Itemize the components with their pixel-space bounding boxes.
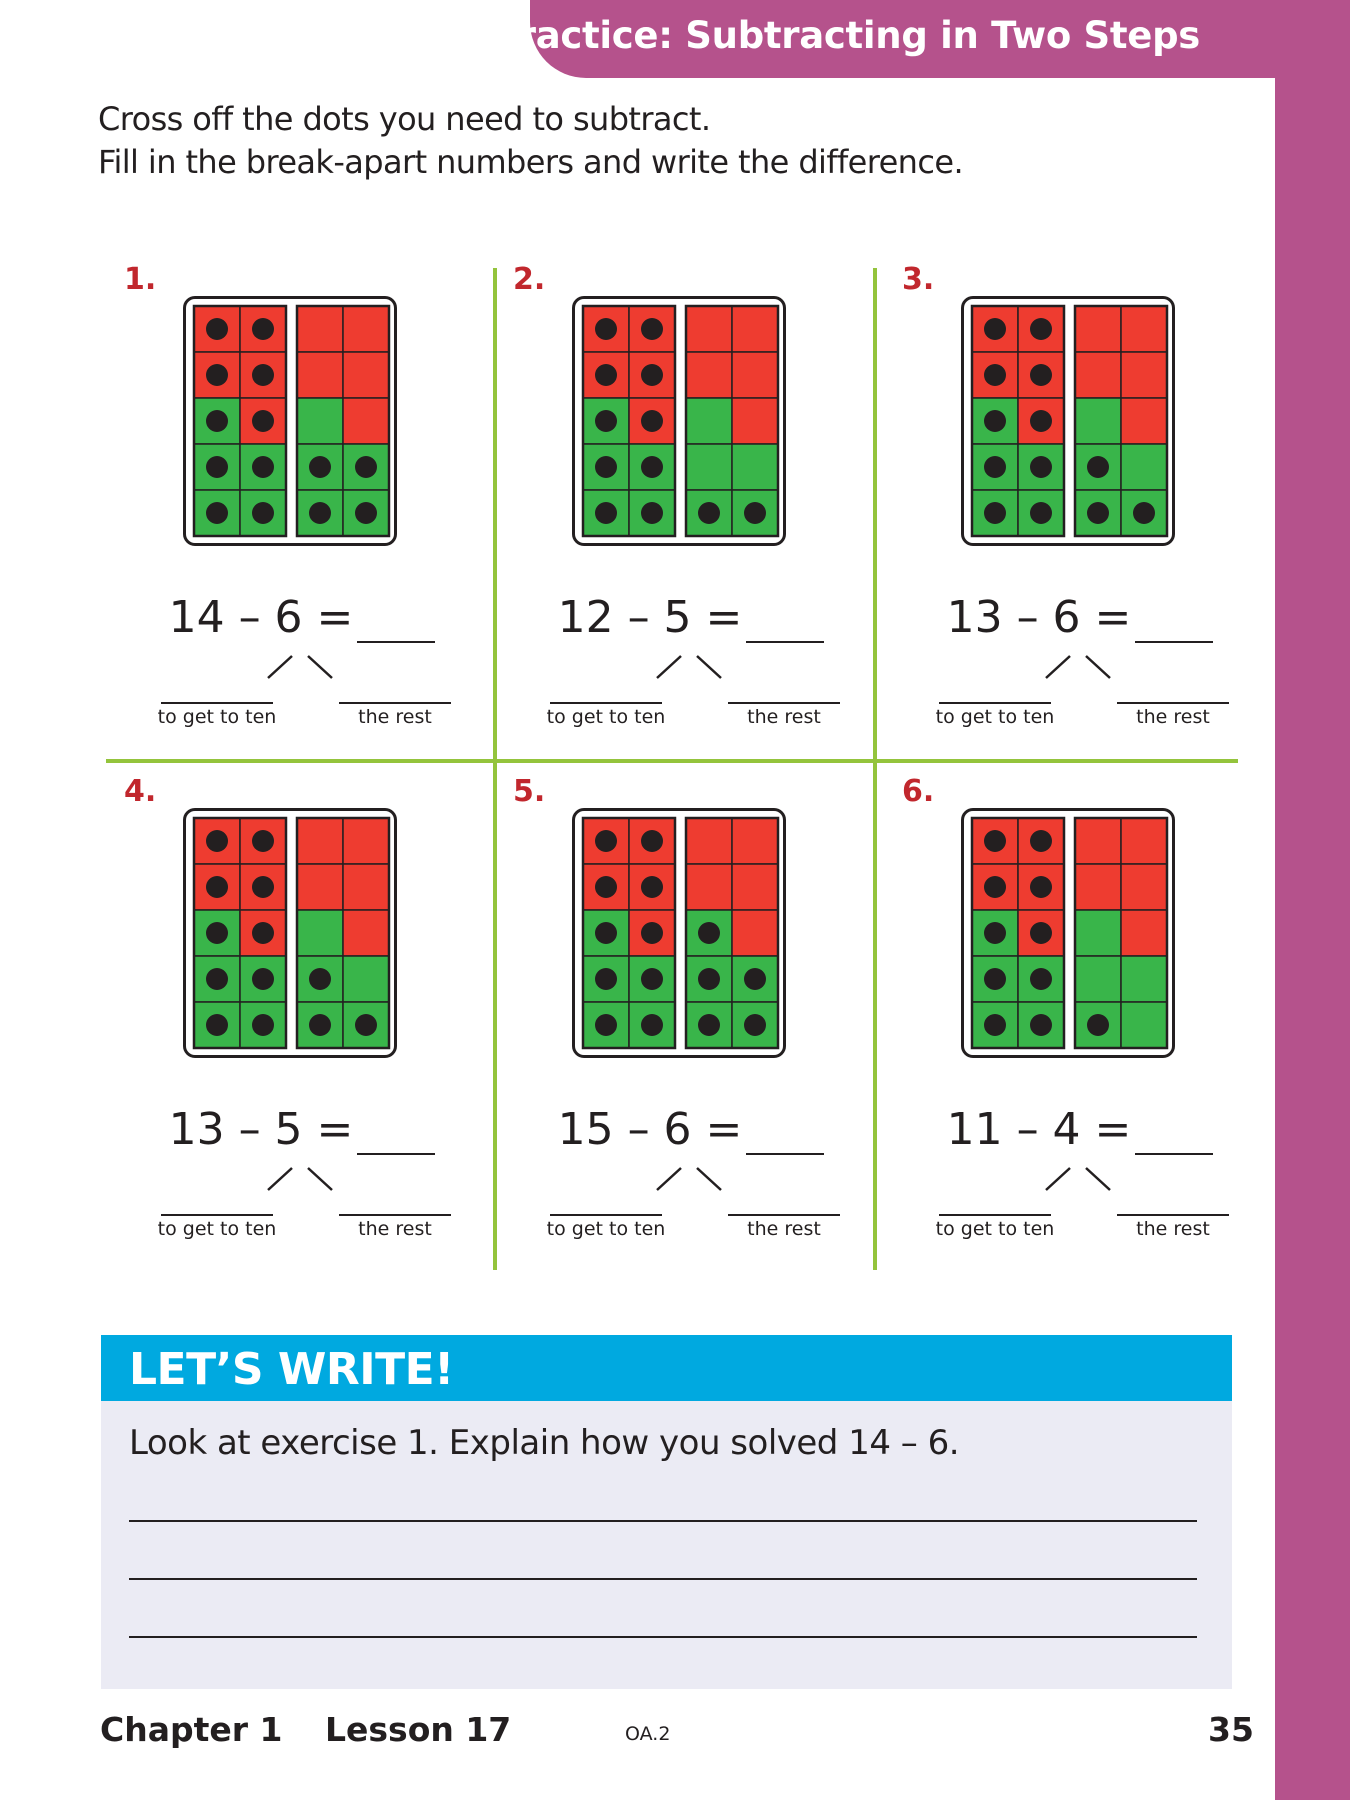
counter-dot[interactable]: [206, 968, 228, 990]
red-cell: [343, 352, 389, 398]
red-cell: [1121, 818, 1167, 864]
the-rest-line[interactable]: [1117, 702, 1229, 704]
counter-dot[interactable]: [206, 456, 228, 478]
break-apart-branch: [651, 1164, 731, 1194]
red-cell: [732, 398, 778, 444]
footer-chapter: Chapter 1: [100, 1710, 283, 1749]
green-cell: [343, 956, 389, 1002]
red-cell: [686, 818, 732, 864]
counter-dot[interactable]: [252, 502, 274, 524]
counter-dot[interactable]: [641, 1014, 663, 1036]
equation-text: 11 – 4 =: [946, 1104, 1132, 1155]
equation-text: 15 – 6 =: [557, 1104, 743, 1155]
counter-dot[interactable]: [698, 968, 720, 990]
green-cell: [1075, 910, 1121, 956]
counter-dot[interactable]: [595, 456, 617, 478]
the-rest-line[interactable]: [728, 702, 840, 704]
grid-divider-vertical-1: [493, 268, 497, 1270]
red-cell: [1121, 306, 1167, 352]
counter-dot[interactable]: [641, 830, 663, 852]
red-cell: [343, 818, 389, 864]
counter-dot[interactable]: [595, 830, 617, 852]
to-get-to-ten-slot[interactable]: [545, 702, 667, 728]
exercise-2: [501, 262, 881, 762]
counter-dot[interactable]: [252, 830, 274, 852]
red-cell: [343, 306, 389, 352]
counter-dot[interactable]: [984, 876, 1006, 898]
exercise-5: [501, 774, 881, 1274]
difference-blank[interactable]: [357, 1109, 435, 1155]
green-cell: [686, 398, 732, 444]
break-apart-branch: [262, 652, 342, 682]
counter-dot[interactable]: [641, 456, 663, 478]
counter-dot[interactable]: [1087, 456, 1109, 478]
equation-text: 12 – 5 =: [557, 592, 743, 643]
red-cell: [732, 864, 778, 910]
the-rest-line[interactable]: [1117, 1214, 1229, 1216]
red-cell: [686, 306, 732, 352]
counter-dot[interactable]: [206, 364, 228, 386]
red-cell: [732, 818, 778, 864]
counter-dot[interactable]: [1030, 410, 1052, 432]
exercise-number: 1.: [124, 262, 157, 297]
difference-blank[interactable]: [1135, 597, 1213, 643]
counter-dot[interactable]: [641, 410, 663, 432]
green-cell: [732, 444, 778, 490]
green-cell: [297, 398, 343, 444]
ten-frames-drawing: [575, 811, 783, 1055]
red-cell: [732, 306, 778, 352]
red-cell: [732, 910, 778, 956]
counter-dot[interactable]: [984, 922, 1006, 944]
to-get-to-ten-line[interactable]: [550, 702, 662, 704]
break-apart-branch: [262, 1164, 342, 1194]
counter-dot[interactable]: [595, 364, 617, 386]
ten-frame-pair: [183, 808, 397, 1058]
counter-dot[interactable]: [984, 318, 1006, 340]
green-cell: [1121, 956, 1167, 1002]
page-title: Practice: Subtracting in Two Steps: [490, 14, 1200, 57]
the-rest-label: the rest: [747, 706, 821, 728]
ten-frames-drawing: [186, 299, 394, 543]
to-get-to-ten-line[interactable]: [939, 702, 1051, 704]
the-rest-label: the rest: [358, 1218, 432, 1240]
to-get-to-ten-label: to get to ten: [546, 1218, 666, 1240]
footer-lesson: Lesson 17: [325, 1710, 512, 1749]
counter-dot[interactable]: [252, 1014, 274, 1036]
ten-frame-pair: [961, 296, 1175, 546]
counter-dot[interactable]: [252, 318, 274, 340]
counter-dot[interactable]: [206, 876, 228, 898]
counter-dot[interactable]: [641, 502, 663, 524]
to-get-to-ten-line[interactable]: [550, 1214, 662, 1216]
exercise-3: [890, 262, 1270, 762]
counter-dot[interactable]: [206, 922, 228, 944]
counter-dot[interactable]: [1030, 922, 1052, 944]
counter-dot[interactable]: [252, 364, 274, 386]
exercise-4: [112, 774, 492, 1274]
the-rest-label: the rest: [1136, 1218, 1210, 1240]
to-get-to-ten-line[interactable]: [161, 1214, 273, 1216]
counter-dot[interactable]: [595, 318, 617, 340]
counter-dot[interactable]: [641, 318, 663, 340]
counter-dot[interactable]: [1030, 1014, 1052, 1036]
red-cell: [1075, 352, 1121, 398]
ten-frame-pair: [572, 808, 786, 1058]
equation: [112, 1104, 492, 1155]
to-get-to-ten-label: to get to ten: [935, 1218, 1055, 1240]
lets-write-prompt: Look at exercise 1. Explain how you solved 14 – 6.: [129, 1423, 960, 1463]
break-apart-branch: [1040, 1164, 1120, 1194]
counter-dot[interactable]: [206, 410, 228, 432]
to-get-to-ten-slot[interactable]: [934, 1214, 1056, 1240]
to-get-to-ten-line[interactable]: [939, 1214, 1051, 1216]
equation: [501, 592, 881, 643]
footer-page-number: 35: [1208, 1710, 1254, 1749]
exercise-number: 4.: [124, 774, 157, 809]
equation: [890, 592, 1270, 643]
counter-dot[interactable]: [641, 922, 663, 944]
red-cell: [343, 910, 389, 956]
counter-dot[interactable]: [206, 318, 228, 340]
counter-dot[interactable]: [309, 502, 331, 524]
counter-dot[interactable]: [355, 456, 377, 478]
counter-dot[interactable]: [1030, 876, 1052, 898]
to-get-to-ten-label: to get to ten: [546, 706, 666, 728]
lets-write-box: [101, 1335, 1232, 1689]
counter-dot[interactable]: [309, 456, 331, 478]
difference-blank[interactable]: [1135, 1109, 1213, 1155]
counter-dot[interactable]: [698, 922, 720, 944]
to-get-to-ten-label: to get to ten: [157, 706, 277, 728]
counter-dot[interactable]: [252, 410, 274, 432]
lets-write-heading: LET’S WRITE!: [129, 1344, 454, 1395]
difference-blank[interactable]: [746, 1109, 824, 1155]
ten-frame-pair: [183, 296, 397, 546]
counter-dot[interactable]: [698, 1014, 720, 1036]
counter-dot[interactable]: [984, 1014, 1006, 1036]
ten-frames-drawing: [575, 299, 783, 543]
equation-text: 13 – 6 =: [946, 592, 1132, 643]
red-cell: [1121, 864, 1167, 910]
lets-write-header: [101, 1335, 1232, 1401]
counter-dot[interactable]: [252, 456, 274, 478]
the-rest-line[interactable]: [728, 1214, 840, 1216]
instruction-line-1: Cross off the dots you need to subtract.: [98, 100, 711, 138]
counter-dot[interactable]: [252, 968, 274, 990]
answer-line-2[interactable]: [129, 1578, 1197, 1580]
counter-dot[interactable]: [206, 502, 228, 524]
ten-frames-drawing: [186, 811, 394, 1055]
counter-dot[interactable]: [252, 876, 274, 898]
break-apart-branch: [1040, 652, 1120, 682]
counter-dot[interactable]: [309, 968, 331, 990]
green-cell: [1121, 444, 1167, 490]
red-cell: [1121, 910, 1167, 956]
counter-dot[interactable]: [1030, 968, 1052, 990]
counter-dot[interactable]: [1030, 830, 1052, 852]
exercise-number: 6.: [902, 774, 935, 809]
red-cell: [343, 864, 389, 910]
counter-dot[interactable]: [1030, 364, 1052, 386]
counter-dot[interactable]: [641, 876, 663, 898]
counter-dot[interactable]: [355, 502, 377, 524]
red-cell: [1121, 352, 1167, 398]
to-get-to-ten-slot[interactable]: [156, 702, 278, 728]
exercise-number: 2.: [513, 262, 546, 297]
to-get-to-ten-slot[interactable]: [545, 1214, 667, 1240]
counter-dot[interactable]: [595, 968, 617, 990]
ten-frame-pair: [961, 808, 1175, 1058]
counter-dot[interactable]: [595, 410, 617, 432]
counter-dot[interactable]: [1030, 318, 1052, 340]
the-rest-line[interactable]: [339, 1214, 451, 1216]
counter-dot[interactable]: [984, 830, 1006, 852]
counter-dot[interactable]: [1087, 502, 1109, 524]
red-cell: [297, 864, 343, 910]
equation: [890, 1104, 1270, 1155]
counter-dot[interactable]: [744, 502, 766, 524]
the-rest-slot[interactable]: [723, 1214, 845, 1240]
the-rest-label: the rest: [1136, 706, 1210, 728]
counter-dot[interactable]: [595, 1014, 617, 1036]
difference-blank[interactable]: [746, 597, 824, 643]
to-get-to-ten-label: to get to ten: [157, 1218, 277, 1240]
to-get-to-ten-slot[interactable]: [934, 702, 1056, 728]
counter-dot[interactable]: [595, 922, 617, 944]
red-cell: [297, 352, 343, 398]
to-get-to-ten-label: to get to ten: [935, 706, 1055, 728]
red-cell: [297, 306, 343, 352]
red-cell: [686, 352, 732, 398]
ten-frame-pair: [572, 296, 786, 546]
green-cell: [1075, 398, 1121, 444]
counter-dot[interactable]: [1030, 456, 1052, 478]
red-cell: [297, 818, 343, 864]
ten-frames-drawing: [964, 299, 1172, 543]
counter-dot[interactable]: [309, 1014, 331, 1036]
footer-standard: OA.2: [625, 1723, 671, 1745]
counter-dot[interactable]: [984, 456, 1006, 478]
answer-line-1[interactable]: [129, 1520, 1197, 1522]
green-cell: [686, 444, 732, 490]
counter-dot[interactable]: [206, 830, 228, 852]
counter-dot[interactable]: [641, 968, 663, 990]
green-cell: [1121, 1002, 1167, 1048]
red-cell: [1075, 864, 1121, 910]
side-color-bar: [1275, 0, 1350, 1800]
the-rest-slot[interactable]: [723, 702, 845, 728]
counter-dot[interactable]: [984, 502, 1006, 524]
counter-dot[interactable]: [744, 1014, 766, 1036]
exercise-1: [112, 262, 492, 762]
difference-blank[interactable]: [357, 597, 435, 643]
ten-frames-drawing: [964, 811, 1172, 1055]
counter-dot[interactable]: [252, 922, 274, 944]
counter-dot[interactable]: [206, 1014, 228, 1036]
counter-dot[interactable]: [698, 502, 720, 524]
green-cell: [1075, 956, 1121, 1002]
red-cell: [1075, 818, 1121, 864]
counter-dot[interactable]: [984, 364, 1006, 386]
counter-dot[interactable]: [984, 410, 1006, 432]
the-rest-slot[interactable]: [334, 702, 456, 728]
equation: [501, 1104, 881, 1155]
counter-dot[interactable]: [595, 876, 617, 898]
answer-line-3[interactable]: [129, 1636, 1197, 1638]
green-cell: [297, 910, 343, 956]
the-rest-label: the rest: [358, 706, 432, 728]
counter-dot[interactable]: [1030, 502, 1052, 524]
red-cell: [1121, 398, 1167, 444]
counter-dot[interactable]: [595, 502, 617, 524]
red-cell: [343, 398, 389, 444]
exercise-number: 5.: [513, 774, 546, 809]
break-apart-branch: [651, 652, 731, 682]
counter-dot[interactable]: [1087, 1014, 1109, 1036]
counter-dot[interactable]: [1133, 502, 1155, 524]
counter-dot[interactable]: [355, 1014, 377, 1036]
instruction-line-2: Fill in the break-apart numbers and write the difference.: [98, 143, 964, 181]
header-tab: [490, 0, 1275, 78]
equation: [112, 592, 492, 643]
counter-dot[interactable]: [641, 364, 663, 386]
counter-dot[interactable]: [984, 968, 1006, 990]
the-rest-line[interactable]: [339, 702, 451, 704]
the-rest-slot[interactable]: [334, 1214, 456, 1240]
red-cell: [732, 352, 778, 398]
the-rest-slot[interactable]: [1112, 1214, 1234, 1240]
red-cell: [686, 864, 732, 910]
equation-text: 13 – 5 =: [168, 1104, 354, 1155]
the-rest-slot[interactable]: [1112, 702, 1234, 728]
exercise-number: 3.: [902, 262, 935, 297]
exercise-6: [890, 774, 1270, 1274]
to-get-to-ten-line[interactable]: [161, 702, 273, 704]
counter-dot[interactable]: [744, 968, 766, 990]
the-rest-label: the rest: [747, 1218, 821, 1240]
red-cell: [1075, 306, 1121, 352]
to-get-to-ten-slot[interactable]: [156, 1214, 278, 1240]
equation-text: 14 – 6 =: [168, 592, 354, 643]
